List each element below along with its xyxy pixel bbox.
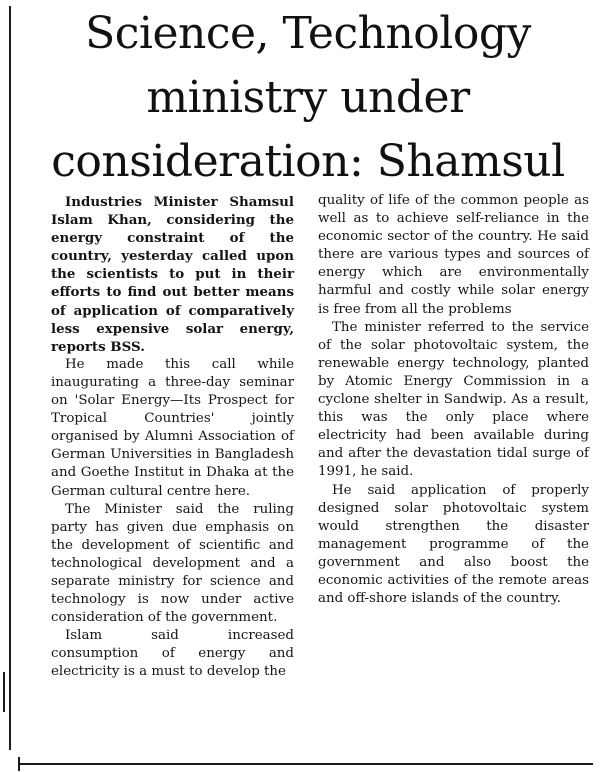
body-paragraph: The minister referred to the service of the solar photovoltaic system, the renewable energy technology, planted by Atomic Energy Commission in a cyclone shelter in Sandwip. As a result, this was the only place where electricity had been available during and after the devastation tidal surge of 1991, he said. (318, 319, 589, 480)
headline (28, 2, 588, 194)
lead-paragraph: Industries Minister Shamsul Islam Khan, considering the energy constraint of the country, yesterday called upon the scientists to put in their efforts to find out better means of application of comparatively less expensive solar energy, reports BSS. (51, 194, 294, 355)
body-paragraph: The Minister said the ruling party has given due emphasis on the development of scientific and technological development and a separate ministry for science and technology is now under active consideration of the government. (51, 501, 294, 626)
body-paragraph-continued: quality of life of the common people as well as to achieve self-reliance in the economic sector of the country. He said there are various types and sources of energy which are environmentally harmful and costly while solar energy is free from all the problems (318, 193, 589, 317)
bottom-corner-mark (18, 757, 20, 771)
left-column (51, 193, 294, 682)
body-paragraph: Islam said increased consumption of energy and electricity is a must to develop the (51, 628, 294, 680)
left-margin-mark (3, 672, 5, 712)
right-column (318, 192, 589, 608)
bottom-border-rule (18, 763, 593, 765)
left-border-rule (9, 6, 11, 750)
headline-line-3: consideration: Shamsul (51, 136, 565, 187)
headline-line-1: Science, Technology (85, 8, 531, 59)
body-paragraph: He said application of properly designed solar photovoltaic system would strengthen the disaster management programme of the government and also boost the economic activities of the remote areas and off-shore islands of the country. (318, 482, 589, 607)
body-paragraph: He made this call while inaugurating a three-day seminar on 'Solar Energy—Its Prospect for Tropical Countries' jointly organised by Alumni Association of German Universities in Bangladesh and Goethe Institut in Dhaka at the German cultural centre here. (51, 356, 294, 499)
headline-line-2: ministry under (146, 72, 470, 123)
